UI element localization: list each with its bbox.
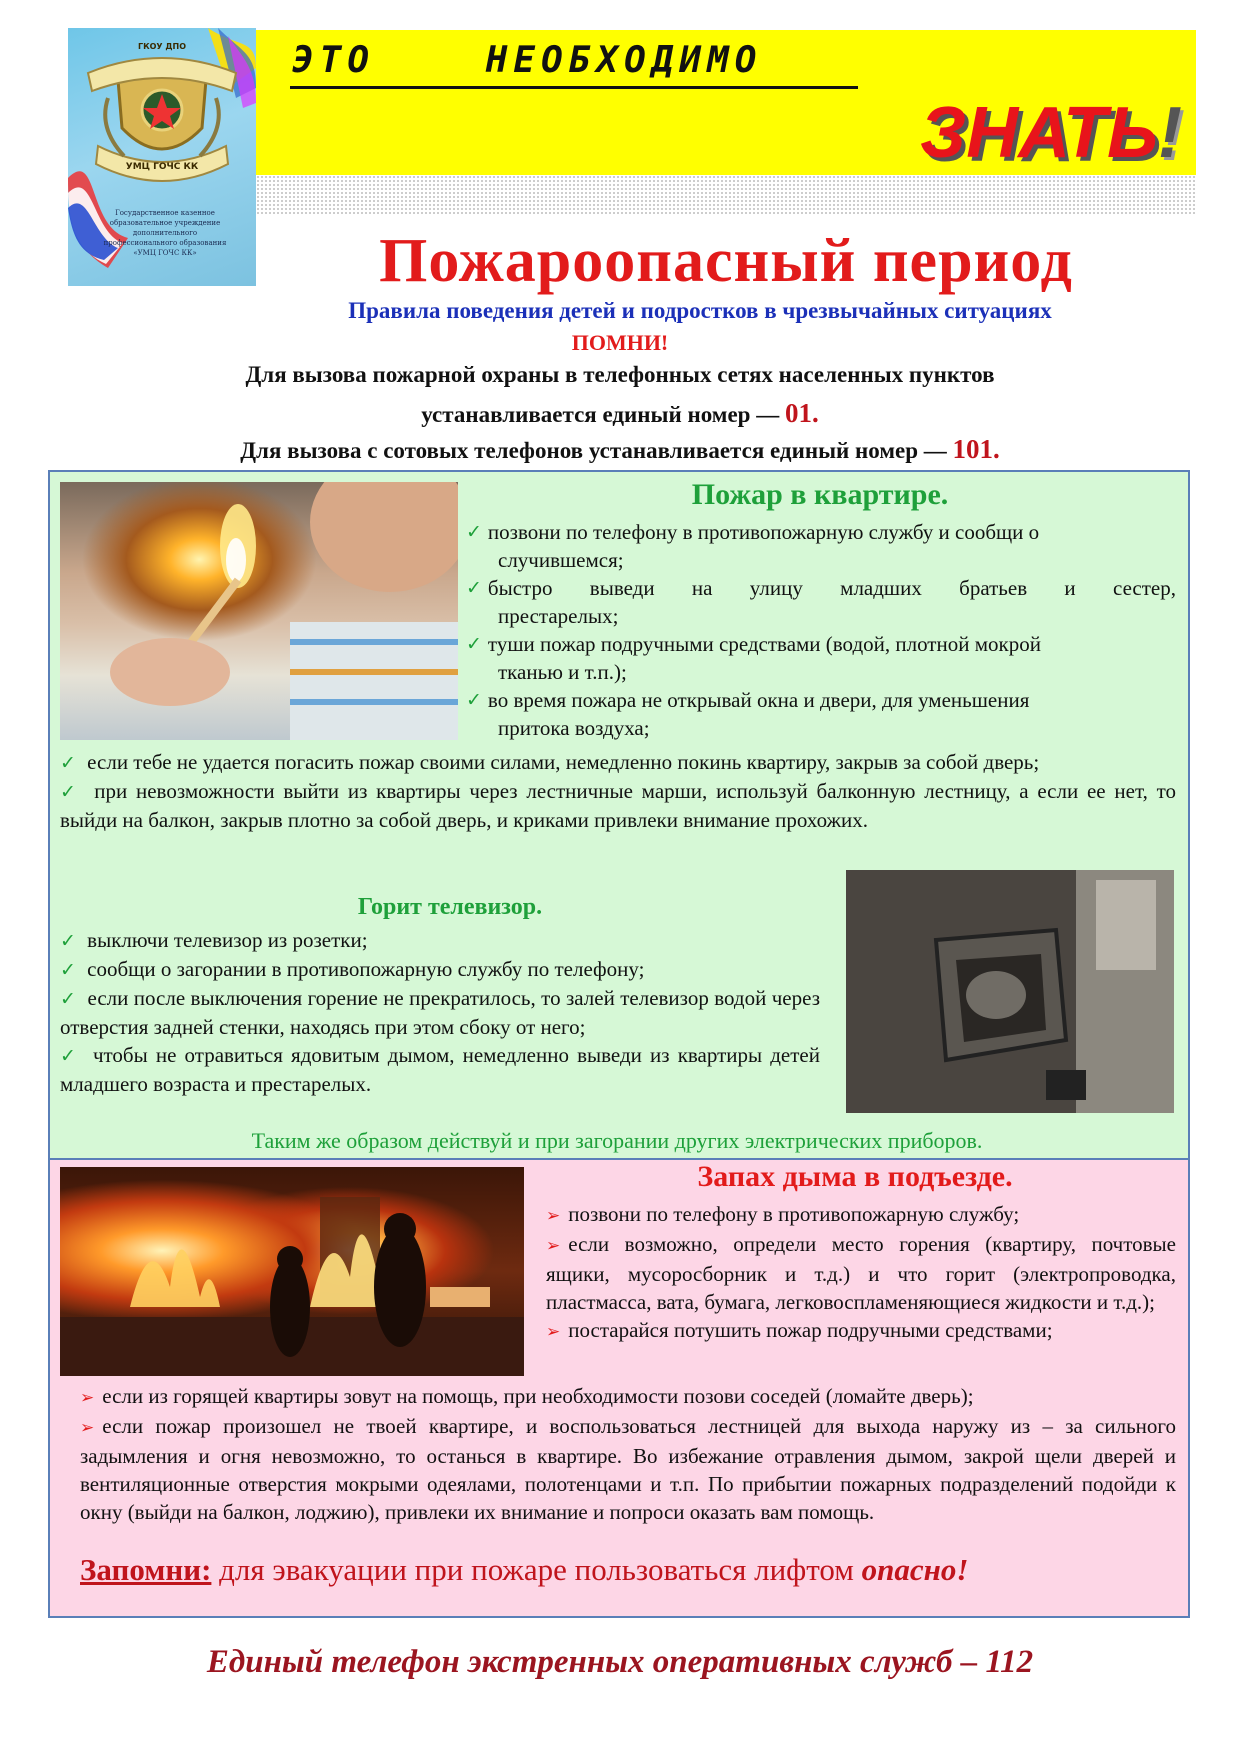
apartment-fire-title: Пожар в квартире. — [691, 478, 949, 511]
header-dotted-band — [256, 175, 1196, 215]
list-item: ✓ при невозможности выйти из квартиры через лестничные марши, используй балконную лестницу, а если ее нет, то выйди на балкон, закрыв плотно за собой дверь, и криками привлеки внимание прохожих. — [60, 779, 1176, 832]
apartment-list-full — [60, 748, 1176, 834]
smoke-list-full — [80, 1382, 1176, 1526]
burnt-tv-photo — [846, 870, 1174, 1113]
list-item: ✓ выключи телевизор из розетки; — [60, 928, 368, 952]
list-item: ✓ быстро выведи на улицу младших братьев и сестер, престарелых; — [466, 576, 1176, 628]
check-icon: ✓ — [466, 521, 482, 543]
check-icon: ✓ — [60, 988, 77, 1010]
arrow-bullet-icon: ➢ — [546, 1206, 561, 1226]
page-title: Пожароопасный период — [379, 227, 1073, 295]
list-item: ✓ туши пожар подручными средствами (водой, плотной мокрой тканью и т.п.); — [466, 632, 1041, 684]
tv-note: Таким же образом действуй и при загорании других электрических приборов. — [251, 1128, 983, 1153]
logo-ribbon-top: ГКОУ ДПО — [137, 42, 186, 51]
check-icon: ✓ — [466, 689, 482, 711]
match-flame-icon — [60, 482, 458, 740]
list-item: ➢ позвони по телефону в противопожарную службу; — [546, 1202, 1020, 1226]
know-word: ЗНАТЬ — [920, 93, 1158, 173]
check-icon: ✓ — [60, 930, 76, 952]
list-item: ➢ постарайся потушить пожар подручными средствами; — [546, 1318, 1053, 1342]
arrow-bullet-icon: ➢ — [80, 1388, 95, 1408]
check-icon: ✓ — [60, 781, 80, 803]
arrow-bullet-icon: ➢ — [546, 1322, 561, 1342]
tv-fire-title: Горит телевизор. — [357, 894, 543, 920]
logo-ribbon-bottom: УМЦ ГОЧС КК — [125, 162, 199, 172]
list-item: ➢ если возможно, определи место горения (квартиру, почтовые ящики, мусоросборник и т.д.) и что горит (электропроводка, пластмасса, вата, бумага, легковоспламеняющиеся жидкости и т.д.); — [546, 1232, 1176, 1314]
know-bang: ! — [1157, 93, 1182, 173]
remember-label: ПОМНИ! — [571, 330, 669, 355]
danger-word: опасно! — [861, 1552, 969, 1587]
list-item: ✓ если после выключения горение не прекратилось, то залей телевизор водой через отверстия задней стенки, находясь при этом сбоку от него; — [60, 986, 820, 1039]
smoke-list-right — [546, 1200, 1176, 1346]
apartment-list-right — [466, 518, 1176, 742]
know-heading — [920, 92, 1182, 174]
logo-caption: Государственное казенное образовательное учреждение дополнительного профессионального образования «УМЦ ГОЧС КК» — [103, 209, 227, 257]
check-icon: ✓ — [466, 633, 482, 655]
check-icon: ✓ — [60, 1045, 79, 1067]
check-icon: ✓ — [60, 959, 76, 981]
firefighters-photo — [60, 1167, 524, 1376]
list-item: ➢ если из горящей квартиры зовут на помощь, при необходимости позови соседей (ломайте дверь); — [80, 1384, 974, 1408]
need-to-know-underline — [290, 86, 858, 89]
check-icon: ✓ — [466, 577, 482, 599]
check-icon: ✓ — [60, 752, 76, 774]
elevator-warning — [80, 1552, 1160, 1588]
remember-word: Запомни: — [80, 1552, 212, 1587]
emergency-phone-footer: Единый телефон экстренных оперативных служб – 112 — [206, 1644, 1034, 1680]
call-line-2-text: устанавливается единый номер — — [421, 402, 780, 427]
arrow-bullet-icon: ➢ — [80, 1418, 95, 1438]
list-item: ✓ чтобы не отравиться ядовитым дымом, немедленно выведи из квартиры детей младшего возраста и престарелых. — [60, 1043, 820, 1096]
burnt-tv-icon — [846, 870, 1174, 1113]
smoke-title: Запах дыма в подъезде. — [697, 1160, 1013, 1193]
fire-room-icon — [60, 1167, 524, 1376]
list-item: ✓ позвони по телефону в противопожарную службу и сообщи о случившемся; — [466, 520, 1040, 572]
list-item: ✓ сообщи о загорании в противопожарную службу по телефону; — [60, 957, 645, 981]
page-subtitle: Правила поведения детей и подростков в чрезвычайных ситуациях — [348, 298, 1052, 323]
call-line-1: Для вызова пожарной охраны в телефонных сетях населенных пунктов — [245, 362, 995, 387]
list-item: ✓ во время пожара не открывай окна и двери, для уменьшения притока воздуха; — [466, 688, 1030, 740]
call-line-3-text: Для вызова с сотовых телефонов устанавливается единый номер — — [240, 438, 947, 463]
tv-list — [60, 926, 820, 1098]
remember-text: для эвакуации при пожаре пользоваться лифтом — [211, 1552, 862, 1587]
call-line-3 — [60, 434, 1180, 465]
list-item: ✓ если тебе не удается погасить пожар своими силами, немедленно покинь квартиру, закрыв за собой дверь; — [60, 750, 1040, 774]
arrow-bullet-icon: ➢ — [546, 1236, 561, 1256]
organization-logo — [68, 28, 256, 286]
child-with-match-photo — [60, 482, 458, 740]
need-to-know-heading: ЭТО НЕОБХОДИМО — [292, 40, 763, 81]
list-item: ➢ если пожар произошел не твоей квартире, и воспользоваться лестницей для выхода наружу из – за сильного задымления и огня невозможно, то останься в квартире. Во избежание отравления дымом, закрой щели дверей и вентиляционные отверстия мокрыми одеялами, полотенцами и т.п. По прибытии пожарных подразделений подойди к окну (выйди на балкон, лоджию), привлеки их внимание и попроси оказать вам помощь. — [80, 1414, 1176, 1524]
fire-number-landline: 01. — [784, 398, 819, 428]
fire-number-mobile: 101. — [952, 434, 1000, 464]
call-line-2 — [60, 398, 1180, 429]
